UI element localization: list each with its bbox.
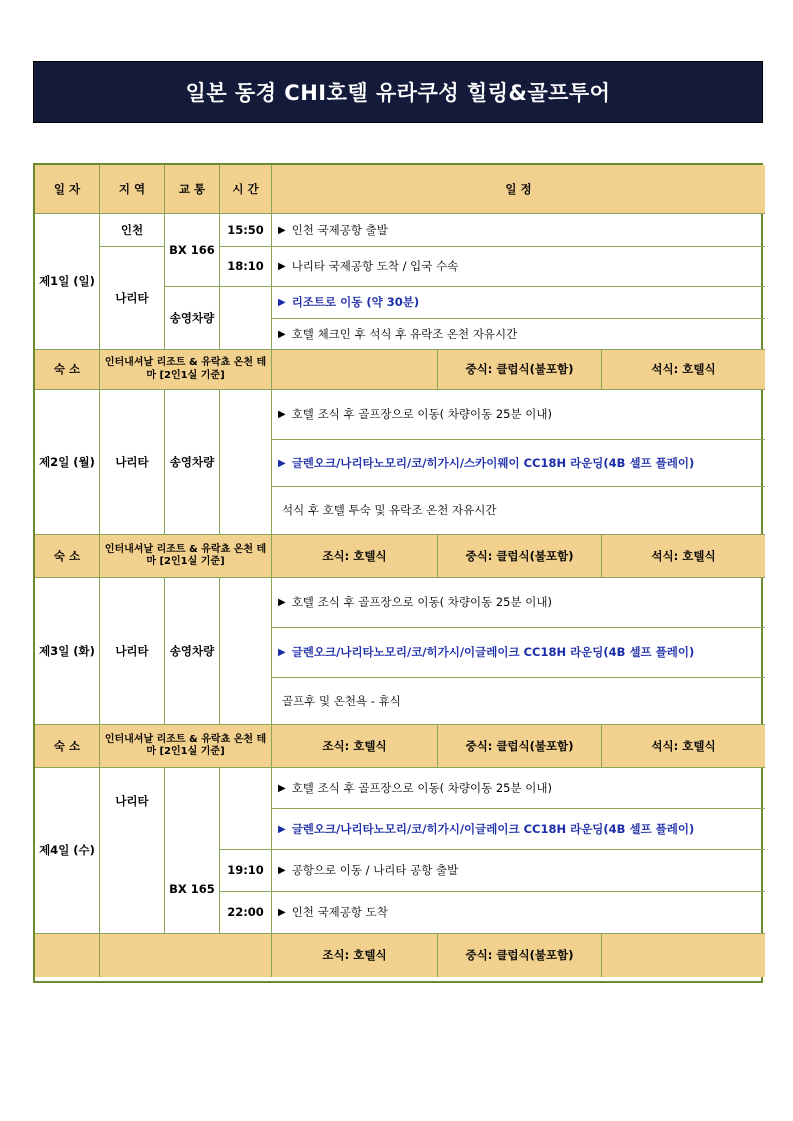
lodging3-dinner: 석식: 호텔식 (602, 725, 765, 768)
lodging1-lunch: 중식: 클럽식(불포함) (438, 350, 602, 390)
page-title: 일본 동경 CHI호텔 유라쿠성 힐링&골프투어 (185, 81, 611, 105)
day1-label: 제1일 (일) (35, 214, 100, 350)
day3-transport: 송영차량 (165, 578, 220, 725)
day3-schedule-3: 골프후 및 온천욕 - 휴식 (272, 678, 765, 725)
day4-schedule-1: ▶ 호텔 조식 후 골프장으로 이동( 차량이동 25분 이내) (272, 768, 765, 809)
day1-transport: 송영차량 (165, 287, 220, 350)
arrow-icon: ▶ (278, 823, 286, 835)
arrow-icon: ▶ (278, 457, 286, 469)
day4-schedule-2: ▶ 글렌오크/나리타노모리/코/히가시/이글레이크 CC18H 라운딩(4B 셀프 플레이) (272, 809, 765, 850)
day4-flight: BX 165 (165, 768, 220, 934)
day3-schedule-2: ▶ 글렌오크/나리타노모리/코/히가시/이글레이크 CC18H 라운딩(4B 셀프 플레이) (272, 628, 765, 678)
header-date: 일 자 (35, 165, 100, 214)
header-time: 시 간 (220, 165, 272, 214)
lodging3-breakfast: 조식: 호텔식 (272, 725, 438, 768)
lodging2-lunch: 중식: 클럽식(불포함) (438, 535, 602, 578)
header-transport: 교 통 (165, 165, 220, 214)
day4-schedule-4: ▶ 인천 국제공항 도착 (272, 892, 765, 934)
arrow-icon: ▶ (278, 907, 286, 918)
final-row-empty-1 (35, 934, 100, 977)
day4-time1: 19:10 (220, 850, 272, 892)
lodging2-label: 숙 소 (35, 535, 100, 578)
day1-flight: BX 166 (165, 214, 220, 287)
lodging1-breakfast-empty (272, 350, 438, 390)
lodging3-name: 인터내셔날 리조트 & 유락쵸 온천 테마 [2인1실 기준] (100, 725, 272, 768)
day2-schedule-2: ▶ 글렌오크/나리타노모리/코/히가시/스카이웨이 CC18H 라운딩(4B 셀프 플레이) (272, 440, 765, 487)
arrow-icon: ▶ (278, 409, 286, 420)
day3-region: 나리타 (100, 578, 165, 725)
day3-label: 제3일 (화) (35, 578, 100, 725)
arrow-icon: ▶ (278, 261, 286, 272)
day1-schedule-2: ▶ 나리타 국제공항 도착 / 입국 수속 (272, 247, 765, 287)
day1-region-a: 인천 (100, 214, 165, 247)
day4-region: 나리타 (100, 768, 165, 934)
final-row-empty-2 (100, 934, 272, 977)
arrow-icon: ▶ (278, 224, 286, 236)
day1-region-b: 나리타 (100, 247, 165, 350)
day2-label: 제2일 (월) (35, 390, 100, 535)
day1-schedule-4: ▶ 호텔 체크인 후 석식 후 유락조 온천 자유시간 (272, 319, 765, 350)
lodging3-lunch: 중식: 클럽식(불포함) (438, 725, 602, 768)
itinerary-table (33, 163, 763, 983)
lodging1-label: 숙 소 (35, 350, 100, 390)
final-breakfast: 조식: 호텔식 (272, 934, 438, 977)
day1-time2: 18:10 (220, 247, 272, 287)
lodging3-label: 숙 소 (35, 725, 100, 768)
lodging2-name: 인터내셔날 리조트 & 유락쵸 온천 테마 [2인1실 기준] (100, 535, 272, 578)
lodging1-name: 인터내셔날 리조트 & 유락쵸 온천 테마 [2인1실 기준] (100, 350, 272, 390)
arrow-icon: ▶ (278, 328, 286, 340)
day2-time-empty (220, 390, 272, 535)
arrow-icon: ▶ (278, 597, 286, 608)
day1-schedule-1: ▶ 인천 국제공항 출발 (272, 214, 765, 247)
day2-schedule-1: ▶ 호텔 조식 후 골프장으로 이동( 차량이동 25분 이내) (272, 390, 765, 440)
day4-time-empty (220, 768, 272, 850)
day1-time-empty (220, 287, 272, 350)
header-region: 지 역 (100, 165, 165, 214)
arrow-icon: ▶ (278, 782, 286, 794)
day2-region: 나리타 (100, 390, 165, 535)
day4-label: 제4일 (수) (35, 768, 100, 934)
day1-time1: 15:50 (220, 214, 272, 247)
day2-transport: 송영차량 (165, 390, 220, 535)
day4-schedule-3: ▶ 공항으로 이동 / 나리타 공항 출발 (272, 850, 765, 892)
lodging2-breakfast: 조식: 호텔식 (272, 535, 438, 578)
final-lunch: 중식: 클럽식(불포함) (438, 934, 602, 977)
arrow-icon: ▶ (278, 297, 286, 308)
day1-schedule-3: ▶ 리조트로 이동 (약 30분) (272, 287, 765, 319)
day4-time2: 22:00 (220, 892, 272, 934)
lodging1-dinner: 석식: 호텔식 (602, 350, 765, 390)
day3-time-empty (220, 578, 272, 725)
arrow-icon: ▶ (278, 647, 286, 658)
lodging2-dinner: 석식: 호텔식 (602, 535, 765, 578)
day2-schedule-3: 석식 후 호텔 투숙 및 유락조 온천 자유시간 (272, 487, 765, 535)
header-schedule: 일 정 (272, 165, 765, 214)
arrow-icon: ▶ (278, 865, 286, 876)
title-bar (33, 61, 763, 123)
final-row-empty-3 (602, 934, 765, 977)
day3-schedule-1: ▶ 호텔 조식 후 골프장으로 이동( 차량이동 25분 이내) (272, 578, 765, 628)
